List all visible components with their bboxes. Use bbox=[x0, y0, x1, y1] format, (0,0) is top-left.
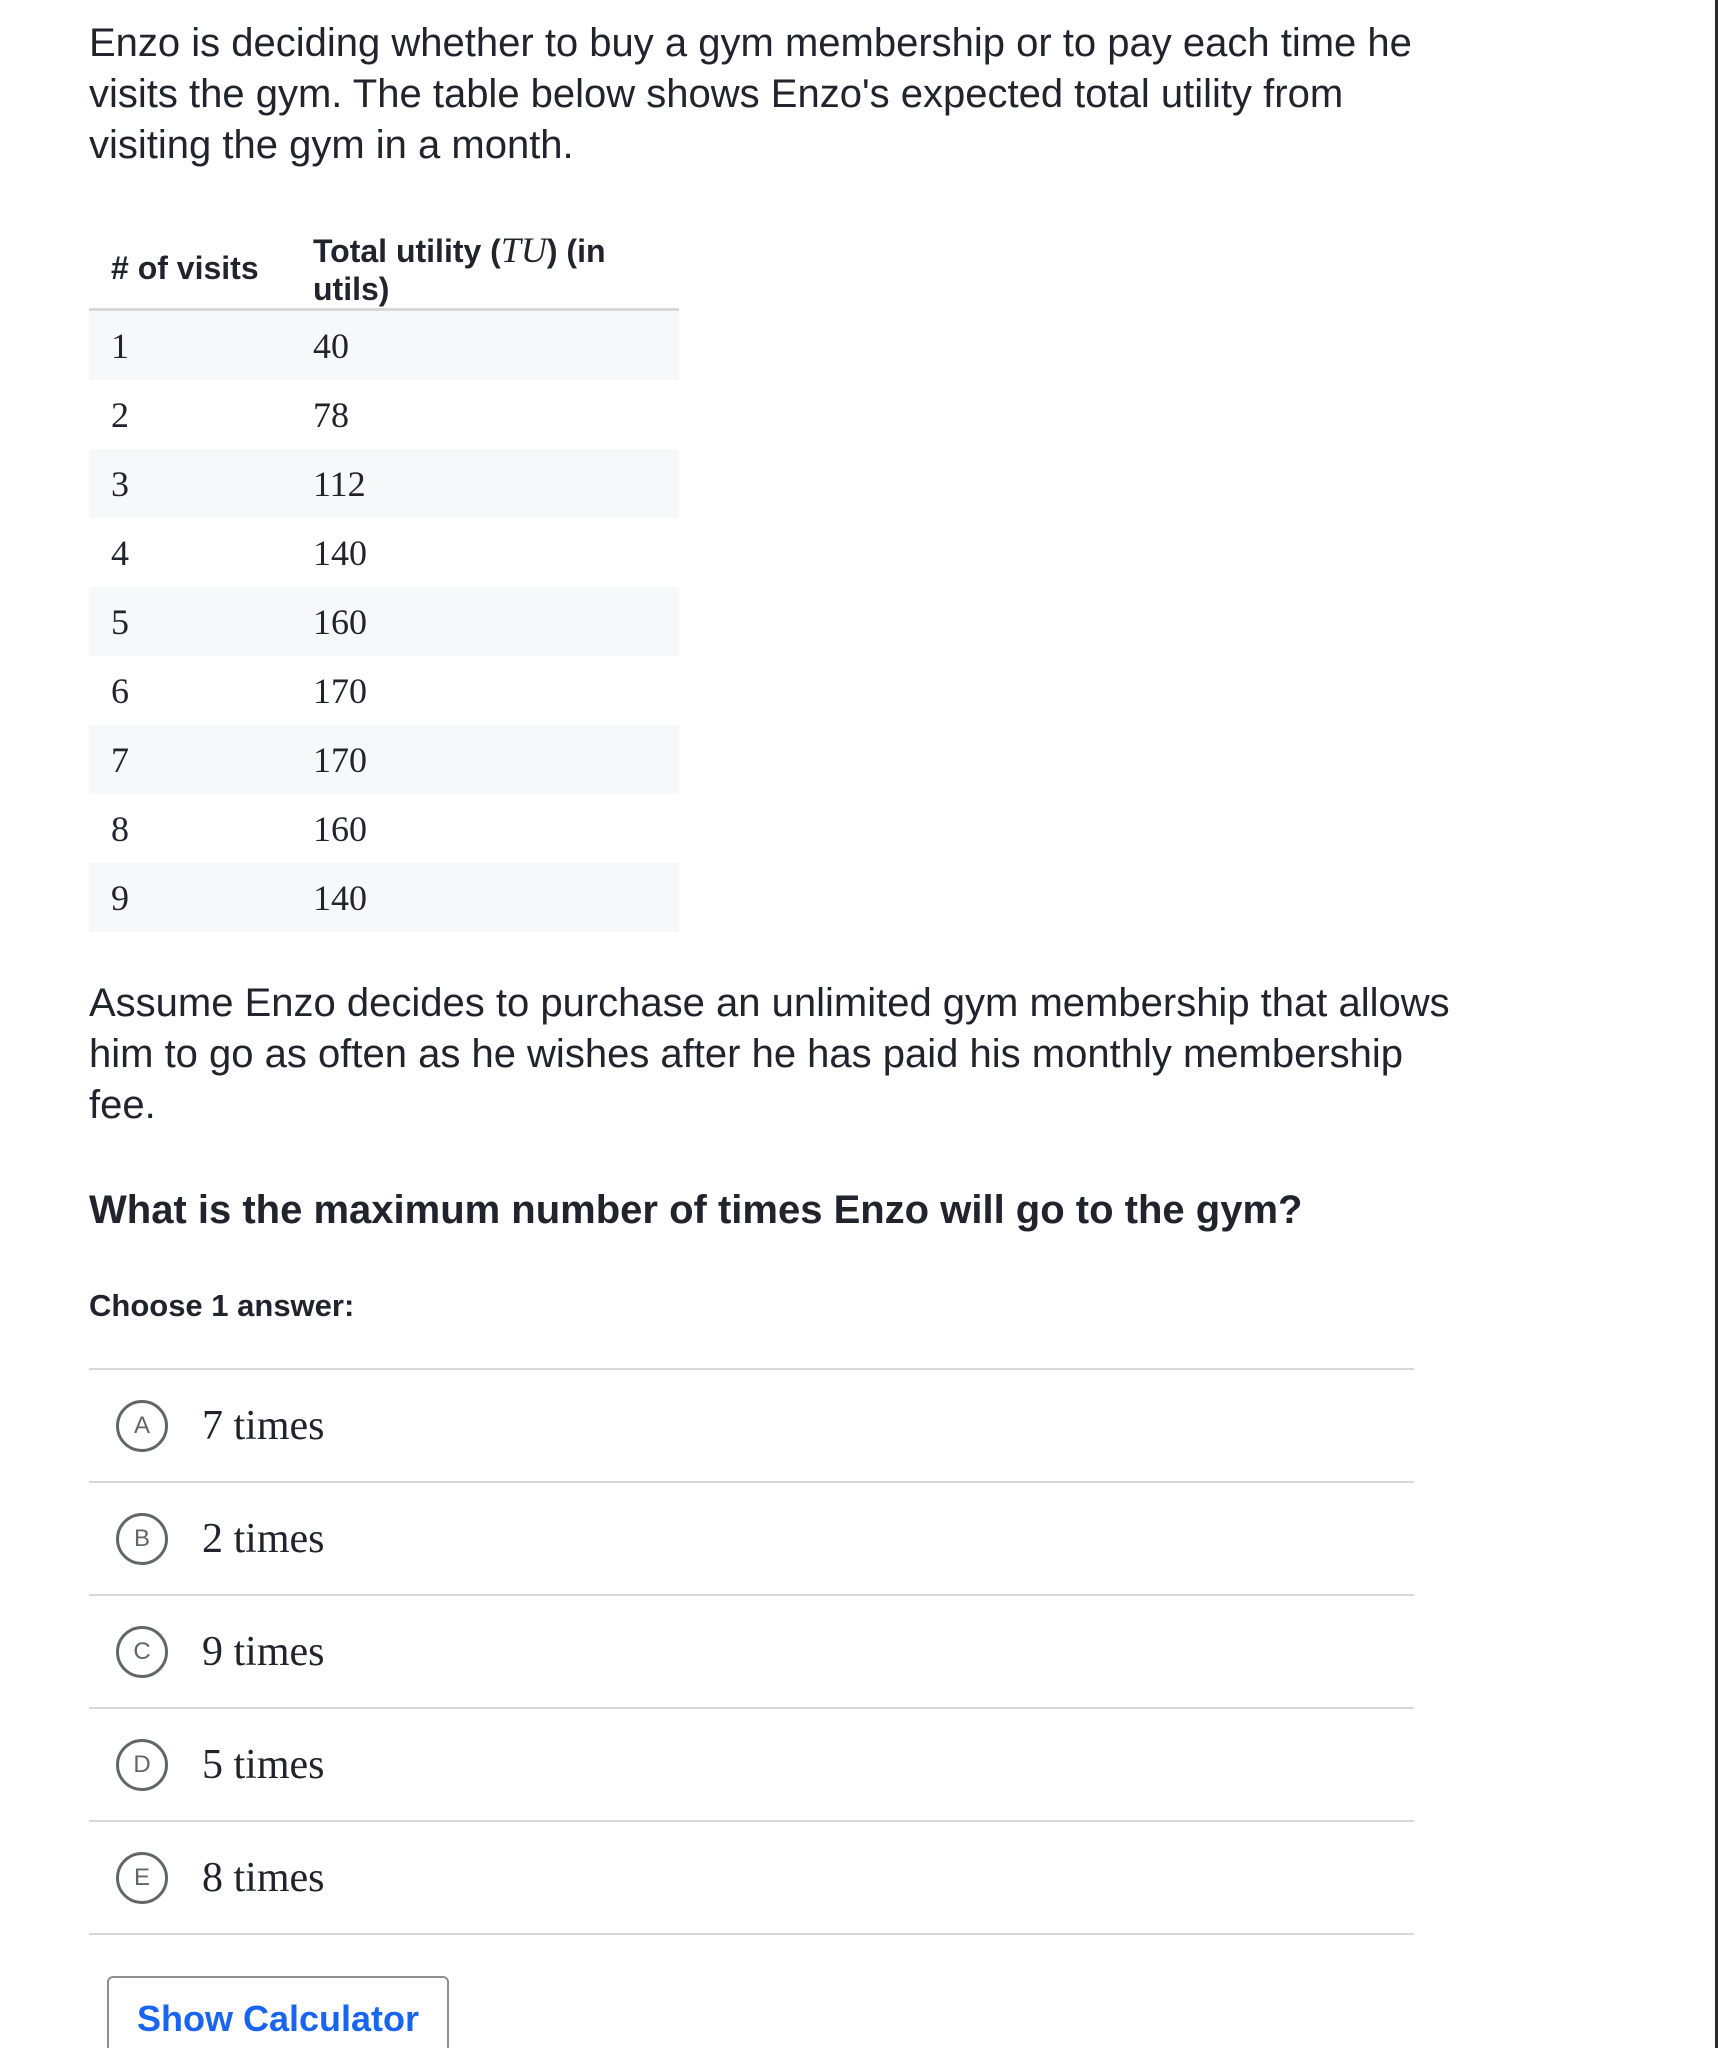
visits-cell: 5 bbox=[89, 587, 291, 656]
choice-c[interactable] bbox=[89, 1596, 1414, 1709]
choice-e-radio[interactable]: E bbox=[116, 1852, 168, 1904]
visits-cell: 8 bbox=[111, 808, 129, 849]
choice-a-radio[interactable]: A bbox=[116, 1400, 168, 1452]
utility-cell: 170 bbox=[313, 670, 367, 711]
table-row bbox=[89, 449, 679, 518]
choice-d-radio[interactable]: D bbox=[116, 1739, 168, 1791]
utility-cell: 170 bbox=[291, 725, 679, 794]
intro-text: Enzo is deciding whether to buy a gym membership or to pay each time he visits the gym. The table below shows Enzo's expected total utility from visiting the gym in a month. bbox=[89, 21, 1412, 167]
choose-label: Choose 1 answer: bbox=[89, 1288, 355, 1323]
choice-c-label: 9 times bbox=[202, 1628, 325, 1675]
utility-cell: 140 bbox=[313, 532, 367, 573]
header-visits: # of visits bbox=[89, 229, 291, 310]
table-row bbox=[89, 656, 679, 725]
table-row bbox=[89, 863, 679, 932]
choice-e-label: 8 times bbox=[202, 1854, 325, 1901]
visits-cell: 1 bbox=[89, 310, 291, 381]
utility-cell: 160 bbox=[313, 808, 367, 849]
utility-cell: 140 bbox=[291, 863, 679, 932]
visits-cell: 7 bbox=[89, 725, 291, 794]
choice-a-label: 7 times bbox=[202, 1402, 325, 1449]
choice-b[interactable] bbox=[89, 1483, 1414, 1596]
visits-cell: 6 bbox=[111, 670, 129, 711]
choice-a[interactable] bbox=[89, 1370, 1414, 1483]
visits-cell: 9 bbox=[89, 863, 291, 932]
choice-d-label: 5 times bbox=[202, 1741, 325, 1788]
answer-choices bbox=[89, 1368, 1414, 1935]
visits-cell: 3 bbox=[89, 449, 291, 518]
question-text: What is the maximum number of times Enzo will go to the gym? bbox=[89, 1188, 1303, 1232]
utility-cell: 78 bbox=[313, 394, 349, 435]
table-header-row bbox=[89, 229, 679, 310]
choice-b-label: 2 times bbox=[202, 1515, 325, 1562]
assumption-text: Assume Enzo decides to purchase an unlimited gym membership that allows him to go as often as he wishes after he has paid his monthly membership fee. bbox=[89, 981, 1450, 1127]
visits-cell: 2 bbox=[111, 394, 129, 435]
utility-cell: 40 bbox=[291, 310, 679, 381]
table-row bbox=[89, 518, 679, 587]
utility-cell: 112 bbox=[291, 449, 679, 518]
choice-e[interactable] bbox=[89, 1822, 1414, 1935]
table-row bbox=[89, 310, 679, 381]
show-calculator-button[interactable]: Show Calculator bbox=[107, 1976, 449, 2048]
choice-b-radio[interactable]: B bbox=[116, 1513, 168, 1565]
table-row bbox=[89, 587, 679, 656]
header-total-utility: Total utility (TU) (in utils) bbox=[291, 229, 679, 310]
table-row bbox=[89, 725, 679, 794]
choice-d[interactable] bbox=[89, 1709, 1414, 1822]
table-row bbox=[89, 794, 679, 863]
exercise-content bbox=[89, 0, 1469, 1935]
visits-cell: 4 bbox=[111, 532, 129, 573]
utility-table bbox=[89, 229, 679, 932]
choice-c-radio[interactable]: C bbox=[116, 1626, 168, 1678]
utility-cell: 160 bbox=[291, 587, 679, 656]
table-row bbox=[89, 380, 679, 449]
tu-symbol: TU bbox=[500, 230, 547, 270]
